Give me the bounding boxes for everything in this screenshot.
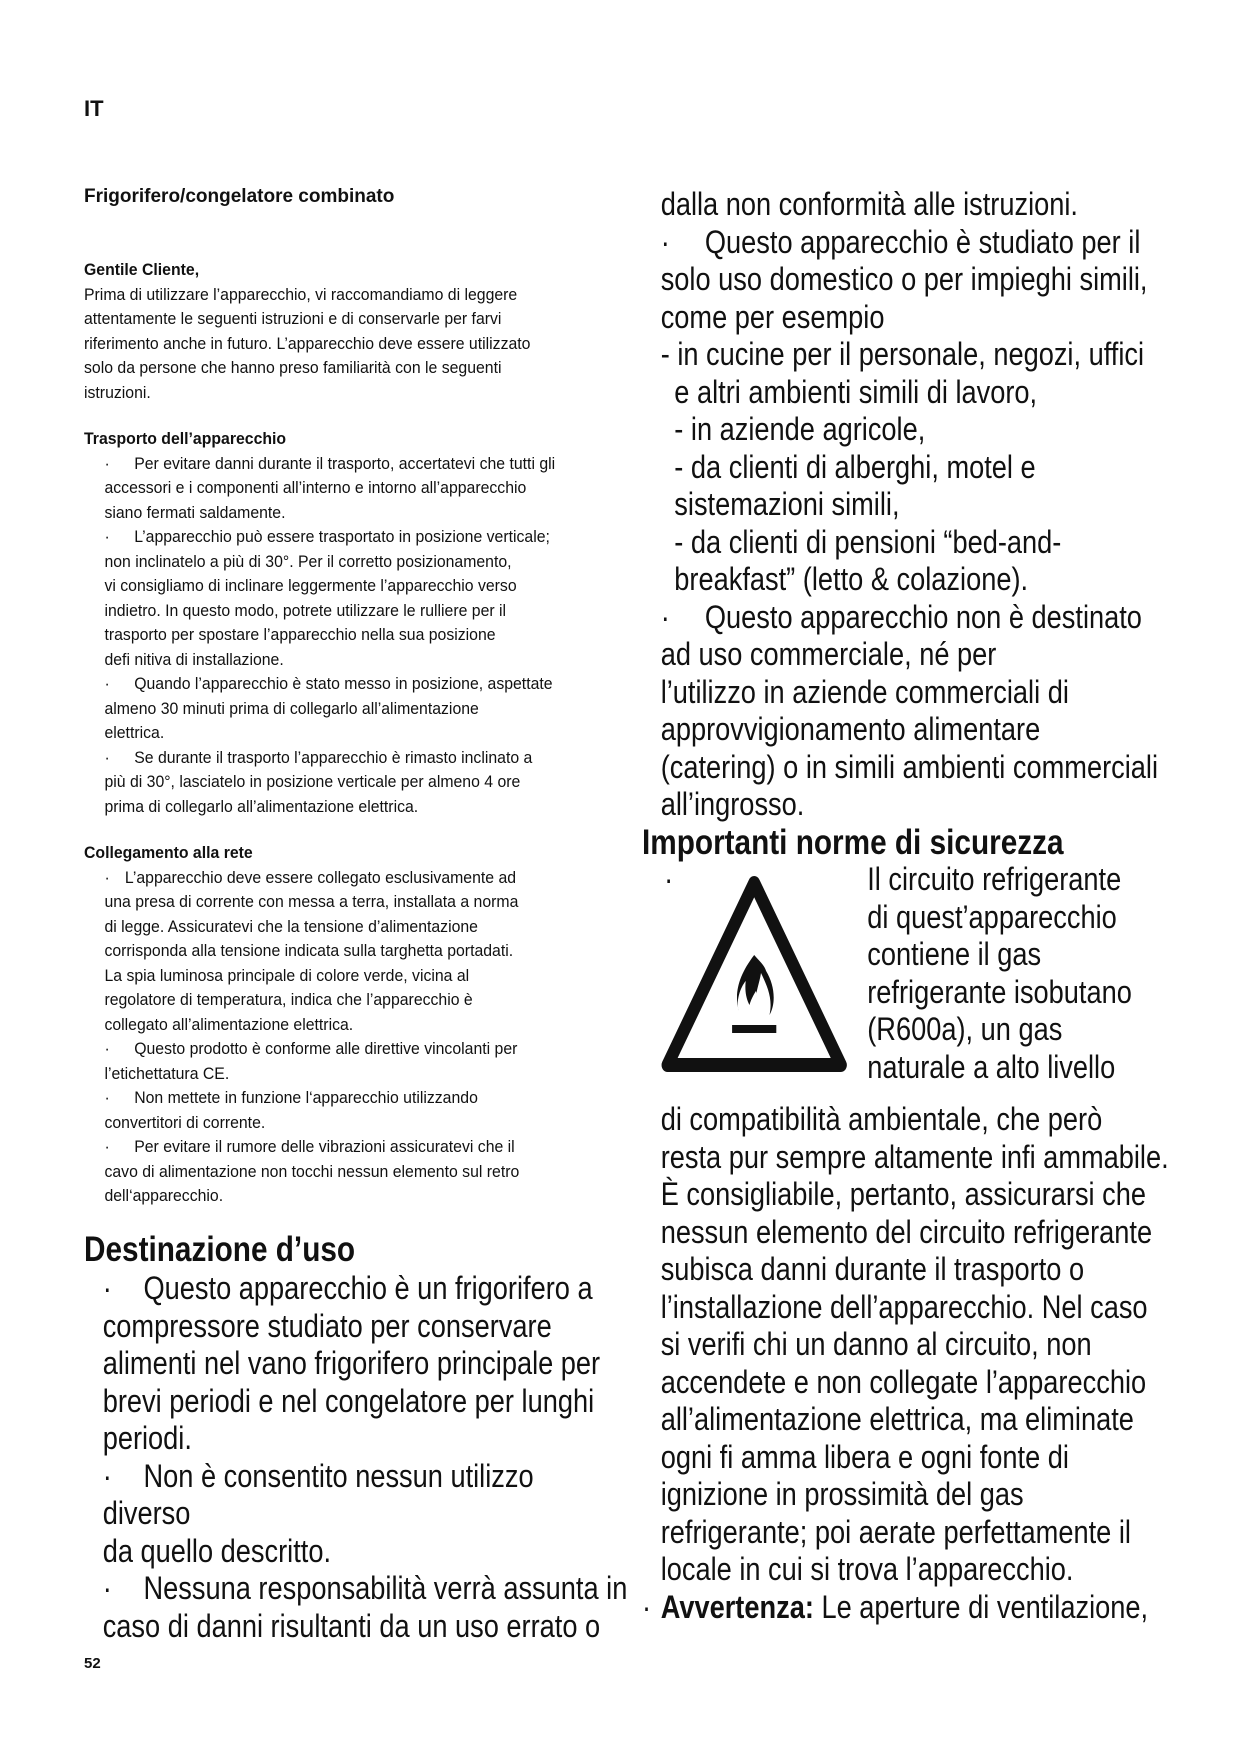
list-item: · Questo apparecchio non è destinato ad uso commerciale, né per l’utilizzo in aziende commerciali di approvvigionamento alimentare (catering) o in simili ambienti commerciali all’ingrosso. — [660, 598, 1158, 822]
flammable-warning-icon — [661, 875, 848, 1075]
transport-heading: Trasporto dell’apparecchio — [84, 429, 287, 448]
bullet-icon: · — [104, 1088, 110, 1107]
small-text-block — [84, 258, 642, 1209]
language-code: IT — [84, 96, 104, 121]
usage-line: breakfast” (letto & colazione). — [674, 561, 1029, 597]
large-text-block — [642, 186, 1203, 1626]
list-item: · Questo prodotto è conforme alle direttive vincolanti per l’etichettatura CE. — [104, 1039, 518, 1083]
usage-line: sistemazioni simili, — [674, 486, 900, 522]
document-title: Frigorifero/congelatore combinato — [84, 186, 395, 207]
flammable-warning-block — [642, 861, 1203, 1101]
list-item: · Quando l’apparecchio è stato messo in posizione, aspettate almeno 30 minuti prima di collegarlo all’alimentazione elettrica. — [104, 674, 553, 742]
list-item: · L’apparecchio può essere trasportato in posizione verticale; non inclinatelo a più di 30°. Per il corretto posizionamento, vi consigliamo di inclinare leggermente l’apparecchio verso indietro. In questo modo, potrete utilizzare le rulliere per il trasporto per spostare l’apparecchio nella sua posizione defi nitiva di installazione. — [104, 527, 550, 669]
safety-paragraph: di compatibilità ambientale, che però resta pur sempre altamente infi ammabile. È consigliabile, pertanto, assicurarsi che nessun elemento del circuito refrigerante subisca danni durante il trasporto o l’installazione dell’apparecchio. Nel caso si verifi chi un danno al circuito, non accendete e non collegate l’apparecchio all’alimentazione elettrica, ma eliminate ogni fi amma libera e ogni fonte di ignizione in prossimità del gas refrigerante; poi aerate perfettamente il locale in cui si trova l’apparecchio. — [660, 1101, 1169, 1587]
list-item: · Per evitare danni durante il trasporto, accertatevi che tutti gli accessori e i componenti all’interno e intorno all’apparecchio siano fermati saldamente. — [104, 453, 556, 522]
bullet-icon: · — [664, 861, 674, 897]
usage-list — [642, 336, 1203, 599]
bullet-icon: · — [104, 453, 110, 473]
intro-line: attentamente le seguenti istruzioni e di conservarle per farvi — [84, 309, 502, 328]
intro-line: riferimento anche in futuro. L’apparecchio deve essere utilizzato — [84, 333, 531, 353]
usage-line: - da clienti di pensioni “bed-and- — [674, 523, 1062, 560]
bullet-icon: · — [104, 527, 110, 546]
bullet-icon: · — [660, 223, 670, 260]
bullet-icon: · — [104, 674, 110, 693]
bullet-icon: · — [660, 598, 670, 635]
bullet-icon: · — [102, 1570, 112, 1606]
right-column — [642, 186, 1202, 1626]
warning-label: Avvertenza: — [660, 1588, 814, 1625]
bullet-icon: · — [102, 1270, 112, 1306]
list-item: · Per evitare il rumore delle vibrazioni assicuratevi che il cavo di alimentazione non tocchi nessun elemento sul retro dell‘apparecchio. — [104, 1137, 520, 1205]
usage-line: - in aziende agricole, — [674, 411, 926, 447]
left-column — [84, 186, 644, 1645]
intro-heading: Gentile Cliente, — [84, 260, 200, 279]
safety-heading: Importanti norme di sicurezza — [642, 822, 1064, 862]
bullet-icon: · — [104, 1039, 110, 1058]
usage-line: - in cucine per il personale, negozi, uffici — [660, 336, 1145, 372]
intended-use-heading: Destinazione d’uso — [84, 1229, 356, 1269]
usage-line: - da clienti di alberghi, motel e — [674, 448, 1036, 485]
list-item: · Se durante il trasporto l’apparecchio è rimasto inclinato a più di 30°, lasciatelo in posizione verticale per almeno 4 ore prima di collegarlo all’alimentazione elettrica. — [104, 747, 533, 816]
list-item: · Questo apparecchio è studiato per il solo uso domestico o per impieghi simili, come per esempio — [660, 223, 1148, 335]
warning-text: Le aperture di ventilazione, — [813, 1588, 1149, 1625]
mains-heading: Collegamento alla rete — [84, 843, 253, 862]
mains-section — [84, 841, 642, 1209]
list-item: · Nessuna responsabilità verrà assunta in caso di danni risultanti da un uso errato o — [102, 1570, 628, 1644]
list-item: · L’apparecchio deve essere collegato esclusivamente ad una presa di corrente con messa a terra, installata a norma di legge. Assicuratevi che la tensione d’alimentazione corrisponda alla tensione indicata sulla targhetta portadati. La spia luminosa principale di colore verde, vicina al regolatore di temperatura, indica che l’apparecchio è collegato all’alimentazione elettrica. — [104, 867, 519, 1034]
bullet-icon: · — [104, 867, 110, 887]
list-item: · Non è consentito nessun utilizzo diverso da quello descritto. — [102, 1457, 534, 1569]
bullet-icon: · — [102, 1457, 112, 1494]
continued-line: dalla non conformità alle istruzioni. — [660, 186, 1078, 222]
list-item: · Questo apparecchio è un frigorifero a compressore studiato per conservare alimenti nel vano frigorifero principale per brevi periodi e nel congelatore per lunghi periodi. — [102, 1270, 601, 1456]
transport-section — [84, 427, 642, 819]
bullet-icon: · — [642, 1588, 652, 1625]
usage-line: e altri ambienti simili di lavoro, — [674, 373, 1038, 410]
warning-line — [642, 1589, 1203, 1627]
warning-side-text: Il circuito refrigerante di quest’apparecchio contiene il gas refrigerante isobutano (R600a), un gas naturale a alto livello — [867, 861, 1132, 1085]
intro-line: Prima di utilizzare l’apparecchio, vi raccomandiamo di leggere — [84, 284, 518, 304]
page-number: 52 — [84, 1655, 101, 1672]
bullet-icon: · — [104, 1137, 110, 1156]
intro-line: istruzioni. — [84, 382, 151, 402]
intended-use-section — [84, 1231, 628, 1646]
bullet-icon: · — [104, 747, 110, 767]
intro-line: solo da persone che hanno preso familiarità con le seguenti — [84, 358, 502, 377]
list-item: · Non mettete in funzione l‘apparecchio utilizzando convertitori di corrente. — [104, 1088, 478, 1132]
intro-section — [84, 258, 642, 405]
